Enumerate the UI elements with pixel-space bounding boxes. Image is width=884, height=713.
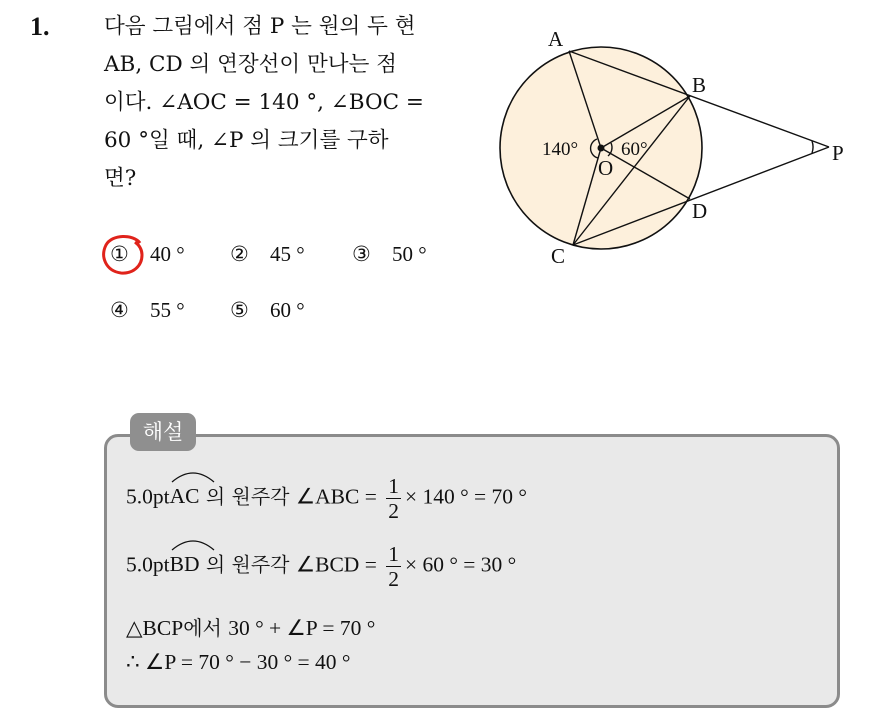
choice-4[interactable] <box>110 298 185 323</box>
label-b: B <box>692 73 707 97</box>
choice-1[interactable] <box>110 242 185 267</box>
fraction-denominator: 2 <box>388 499 399 523</box>
solution-angle: ∠ABC = <box>295 484 383 509</box>
solution-tag: 해설 <box>130 413 196 451</box>
choice-3[interactable] <box>352 242 427 267</box>
choice-number: ③ <box>352 242 371 266</box>
arc-label <box>170 480 200 509</box>
choice-5[interactable] <box>230 298 305 323</box>
solution-ko-text: 의 원주각 <box>199 552 296 577</box>
fraction-numerator: 1 <box>388 474 399 498</box>
circle-figure <box>490 20 860 280</box>
question-line: 다음 그림에서 점 P 는 원의 두 현 <box>104 14 416 39</box>
solution-ko-text: 에서 <box>183 616 229 640</box>
arc-text: BD <box>169 552 200 577</box>
solution-line-1 <box>126 474 527 523</box>
choice-number: ② <box>230 242 249 266</box>
choice-2[interactable] <box>230 242 305 267</box>
solution-angle: ∠BCD = <box>295 552 383 577</box>
label-a: A <box>548 27 564 51</box>
fraction <box>386 474 401 523</box>
question-number: 1. <box>30 12 50 41</box>
solution-prefix: 5.0pt <box>126 552 170 577</box>
solution-ko-text: 의 원주각 <box>199 484 296 509</box>
label-angle-140: 140° <box>542 139 579 160</box>
solution-line-2 <box>126 542 516 591</box>
solution-line-3 <box>126 612 375 641</box>
angle-arc-p <box>812 141 813 153</box>
solution-rest: × 60 ° = 30 ° <box>404 552 517 577</box>
arc-label <box>170 548 200 577</box>
question-text <box>104 8 466 198</box>
choice-number: ④ <box>110 298 129 322</box>
solution-prefix: 5.0pt <box>126 484 170 509</box>
label-angle-60: 60° <box>621 139 648 160</box>
solution-rest: 30 ° + ∠P = 70 ° <box>228 616 376 640</box>
solution-rest: × 140 ° = 70 ° <box>404 484 528 509</box>
label-o: O <box>598 156 614 180</box>
question-line: 이다. ∠AOC = 140 °, ∠BOC = <box>104 90 424 115</box>
fraction-numerator: 1 <box>388 542 399 566</box>
choice-value: 40 ° <box>150 242 185 266</box>
solution-line-4: ∴ ∠P = 70 ° − 30 ° = 40 ° <box>126 650 351 674</box>
fraction <box>386 542 401 591</box>
choice-value: 55 ° <box>150 298 185 322</box>
triangle-label: △BCP <box>126 616 184 640</box>
fraction-denominator: 2 <box>388 567 399 591</box>
label-p: P <box>832 141 844 165</box>
choice-value: 50 ° <box>392 242 427 266</box>
choice-number: ① <box>110 242 129 266</box>
center-point <box>598 145 605 152</box>
label-c: C <box>551 244 566 268</box>
label-d: D <box>692 199 708 223</box>
question-line: 60 °일 때, ∠P 의 크기를 구하 <box>104 128 389 153</box>
choice-value: 45 ° <box>270 242 305 266</box>
question-line: AB, CD 의 연장선이 만나는 점 <box>104 52 397 77</box>
choice-value: 60 ° <box>270 298 305 322</box>
question-line: 면? <box>104 166 137 191</box>
arc-text: AC <box>169 484 200 509</box>
choice-number: ⑤ <box>230 298 249 322</box>
